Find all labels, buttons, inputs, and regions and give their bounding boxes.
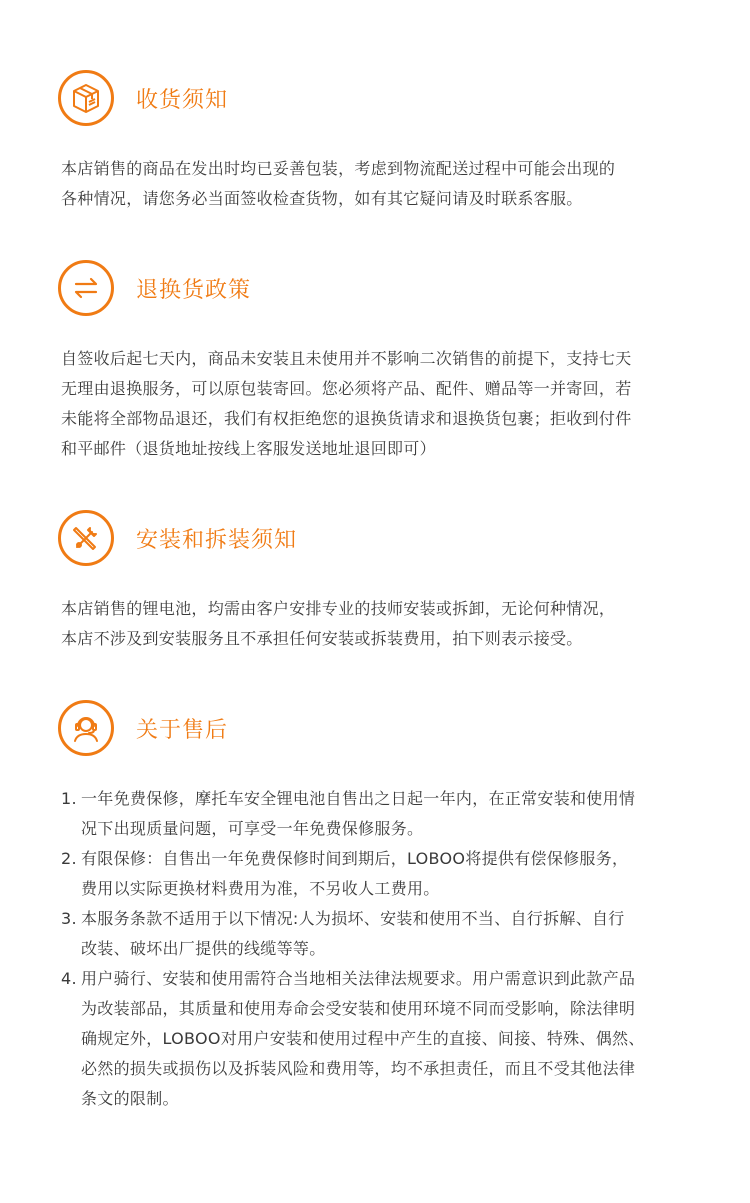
list-number: 2. [61,849,77,868]
section-body-installation [61,594,701,654]
list-item [61,844,711,904]
after-sales-terms-list [61,784,711,1114]
list-line: 费用以实际更换材料费用为准，不另收人工费用。 [81,879,440,898]
body-line: 无理由退换服务，可以原包装寄回。您必须将产品、配件、赠品等一并寄回，若 [61,379,632,398]
body-line: 各种情况，请您务必当面签收检查货物，如有其它疑问请及时联系客服。 [61,189,583,208]
section-header-return-policy [58,256,251,320]
section-title: 退换货政策 [136,277,252,303]
package-box-icon [58,70,114,126]
section-title: 安装和拆装须知 [136,527,298,553]
section-title: 收货须知 [136,87,229,113]
headset-agent-icon [58,700,114,756]
body-line: 本店销售的商品在发出时均已妥善包装，考虑到物流配送过程中可能会出现的 [61,159,616,178]
list-number: 1. [61,789,77,808]
list-line: 必然的损失或损伤以及拆装风险和费用等，均不承担责任，而且不受其他法律 [81,1059,636,1078]
body-line: 未能将全部物品退还，我们有权拒绝您的退换货请求和退换货包裹；拒收到付件 [61,409,632,428]
list-line: 条文的限制。 [81,1089,179,1108]
exchange-arrows-icon [58,260,114,316]
section-title: 关于售后 [136,717,229,743]
body-line: 自签收后起七天内，商品未安装且未使用并不影响二次销售的前提下，支持七天 [61,349,632,368]
list-item [61,784,711,844]
section-body-return-policy [61,344,701,464]
section-header-installation [58,506,297,570]
wrench-screwdriver-icon [58,510,114,566]
list-line: 有限保修：自售出一年免费保修时间到期后，LOBOO将提供有偿保修服务， [81,849,629,868]
list-item [61,964,711,1114]
body-line: 和平邮件（退货地址按线上客服发送地址退回即可） [61,439,436,458]
body-line: 本店销售的锂电池，均需由客户安排专业的技师安装或拆卸，无论何种情况， [61,599,616,618]
list-line: 用户骑行、安装和使用需符合当地相关法律法规要求。用户需意识到此款产品 [81,969,636,988]
list-item [61,904,711,964]
body-line: 本店不涉及到安装服务且不承担任何安装或拆装费用，拍下则表示接受。 [61,629,583,648]
section-header-after-sales [58,696,228,760]
list-line: 改装、破坏出厂提供的线缆等等。 [81,939,326,958]
section-body-receiving [61,154,701,214]
list-number: 4. [61,969,77,988]
list-line: 况下出现质量问题，可享受一年免费保修服务。 [81,819,424,838]
section-header-receiving [58,66,228,130]
list-line: 一年免费保修，摩托车安全锂电池自售出之日起一年内，在正常安装和使用情 [81,789,636,808]
list-line: 为改装部品，其质量和使用寿命会受安装和使用环境不同而受影响，除法律明 [81,999,636,1018]
list-line: 本服务条款不适用于以下情况:人为损坏、安装和使用不当、自行拆解、自行 [81,909,625,928]
list-line: 确规定外，LOBOO对用户安装和使用过程中产生的直接、间接、特殊、偶然、 [81,1029,645,1048]
list-number: 3. [61,909,77,928]
